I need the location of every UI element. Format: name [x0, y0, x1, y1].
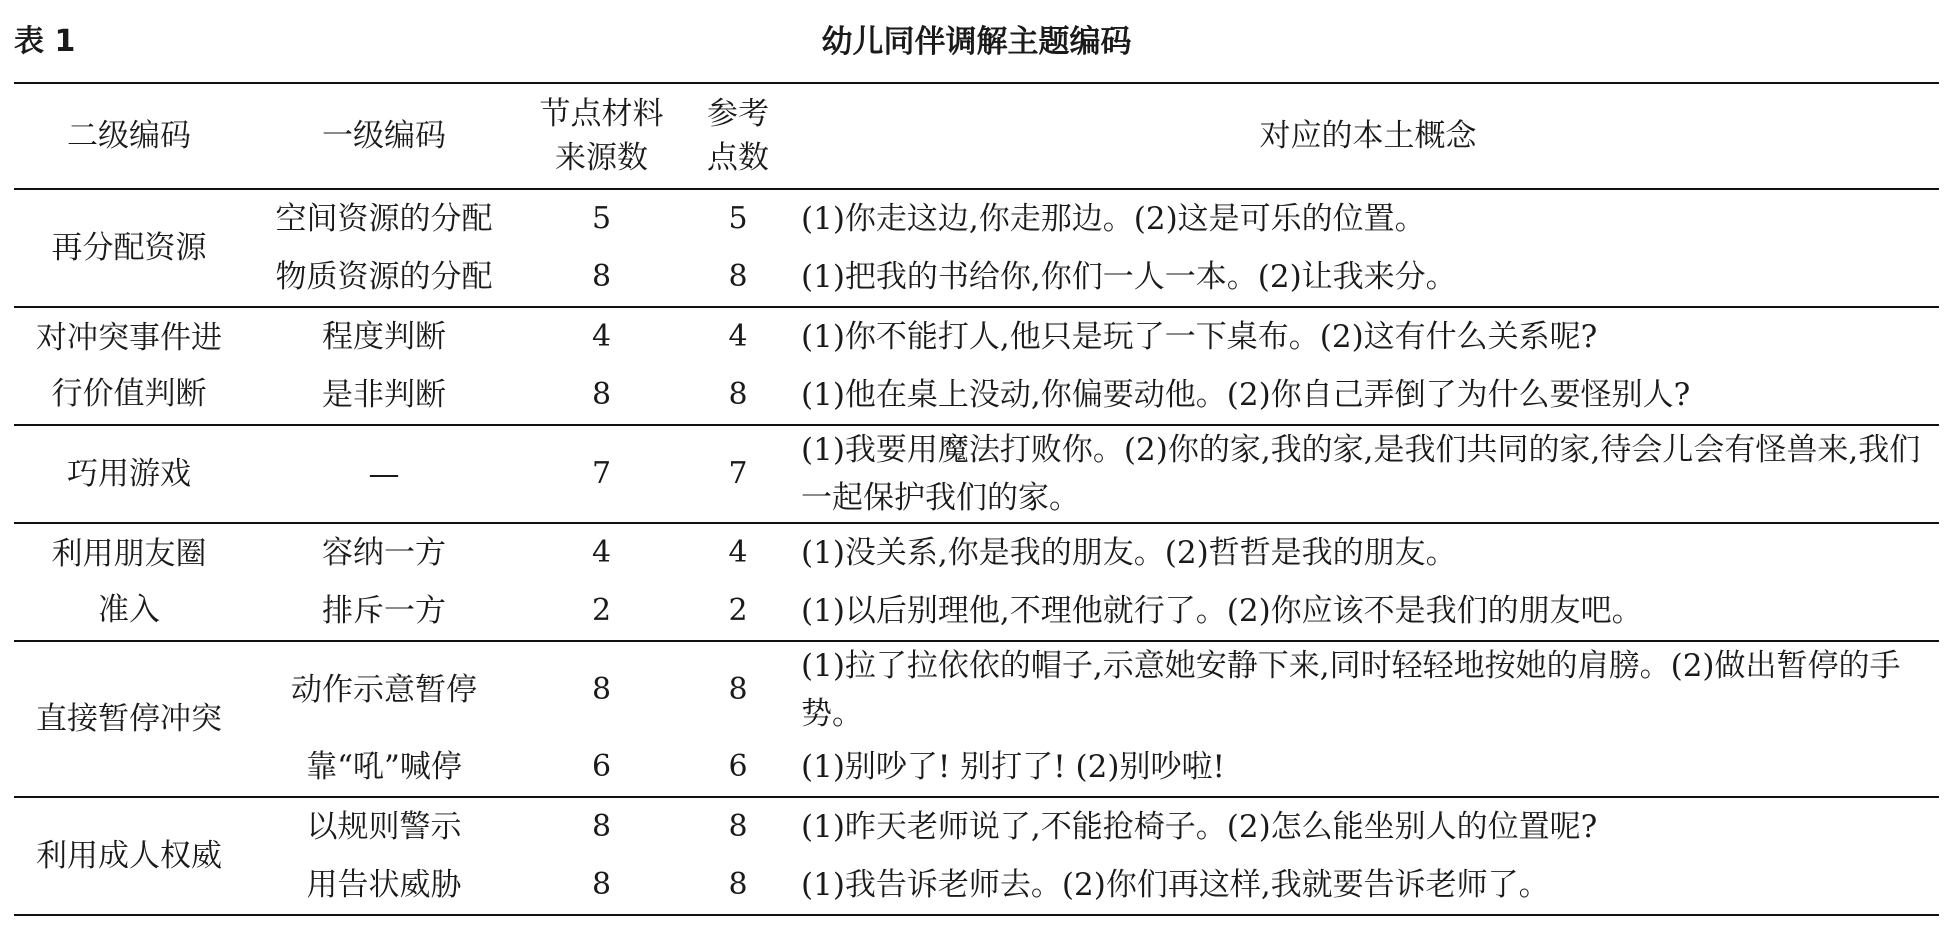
group-redistribute-resources [14, 189, 1939, 307]
concept-cell: (1)拉了拉依依的帽子,示意她安静下来,同时轻轻地按她的肩膀。(2)做出暂停的手势。 [801, 648, 1901, 732]
header-row [14, 83, 1939, 189]
first-level-cell: 是非判断 [322, 377, 446, 413]
table-row [14, 738, 1939, 797]
source-count-cell: 8 [591, 377, 612, 412]
second-level-cell: 直接暂停冲突 [36, 701, 222, 737]
table-row [14, 425, 1939, 523]
header-source-count: 节点材料 来源数 [539, 96, 664, 176]
first-level-cell: 靠“吼”喊停 [306, 749, 462, 785]
table-row [14, 307, 1939, 366]
reference-count-cell: 8 [728, 672, 748, 707]
first-level-cell: 以规则警示 [306, 809, 462, 845]
table-row [14, 641, 1939, 738]
first-level-cell: 空间资源的分配 [275, 201, 493, 237]
source-count-cell: 5 [591, 201, 612, 236]
concept-cell: (1)昨天老师说了,不能抢椅子。(2)怎么能坐别人的位置呢? [801, 809, 1598, 845]
concept-cell: (1)把我的书给你,你们一人一本。(2)让我来分。 [801, 259, 1457, 295]
header-first-level-code: 一级编码 [322, 118, 446, 154]
first-level-cell: 排斥一方 [322, 593, 446, 629]
source-count-cell: 8 [591, 867, 612, 902]
reference-count-cell: 2 [728, 593, 748, 628]
reference-count-cell: 8 [728, 259, 748, 294]
first-level-cell: 程度判断 [322, 319, 446, 355]
source-count-cell: 2 [591, 593, 612, 628]
group-value-judgment [14, 307, 1939, 425]
concept-cell: (1)没关系,你是我的朋友。(2)哲哲是我的朋友。 [801, 535, 1457, 571]
source-count-cell: 7 [591, 456, 612, 491]
concept-cell: (1)你走这边,你走那边。(2)这是可乐的位置。 [801, 201, 1426, 237]
concept-cell: (1)我要用魔法打败你。(2)你的家,我的家,是我们共同的家,待会儿会有怪兽来,我们一起保护我们的家。 [801, 432, 1921, 516]
group-friend-circle [14, 523, 1939, 641]
source-count-cell: 4 [591, 319, 612, 354]
table-title: 幼儿同伴调解主题编码 [821, 24, 1132, 60]
header-second-level-code: 二级编码 [67, 118, 191, 154]
second-level-cell: 巧用游戏 [67, 456, 191, 492]
reference-count-cell: 8 [728, 809, 748, 844]
first-level-cell: 用告状威胁 [306, 867, 462, 903]
source-count-cell: 8 [591, 809, 612, 844]
reference-count-cell: 4 [728, 319, 748, 354]
concept-cell: (1)你不能打人,他只是玩了一下桌布。(2)这有什么关系呢? [801, 319, 1598, 355]
concept-cell: (1)以后别理他,不理他就行了。(2)你应该不是我们的朋友吧。 [801, 593, 1643, 629]
reference-count-cell: 8 [728, 867, 748, 902]
group-adult-authority [14, 797, 1939, 915]
first-level-cell: 物质资源的分配 [275, 259, 493, 295]
table-row [14, 523, 1939, 582]
header-reference-count: 参考 点数 [707, 96, 769, 176]
source-count-cell: 6 [591, 749, 612, 784]
source-count-cell: 4 [591, 535, 612, 570]
first-level-cell: — [368, 456, 400, 492]
second-level-cell: 利用成人权威 [36, 838, 222, 874]
table-caption [0, 0, 1953, 70]
concept-cell: (1)我告诉老师去。(2)你们再这样,我就要告诉老师了。 [801, 867, 1550, 903]
source-count-cell: 8 [591, 259, 612, 294]
concept-cell: (1)别吵了! 别打了! (2)别吵啦! [801, 749, 1225, 785]
second-level-cell: 再分配资源 [51, 230, 207, 266]
second-level-cell: 利用朋友圈 准入 [51, 536, 207, 628]
first-level-cell: 容纳一方 [322, 535, 446, 571]
table-row [14, 366, 1939, 425]
reference-count-cell: 8 [728, 377, 748, 412]
source-count-cell: 8 [591, 672, 612, 707]
group-direct-pause [14, 641, 1939, 797]
reference-count-cell: 5 [728, 201, 748, 236]
reference-count-cell: 6 [728, 749, 748, 784]
table-row [14, 856, 1939, 915]
table-row [14, 797, 1939, 856]
concept-cell: (1)他在桌上没动,你偏要动他。(2)你自己弄倒了为什么要怪别人? [801, 377, 1691, 413]
coding-table [14, 82, 1939, 916]
header-concepts: 对应的本土概念 [1259, 118, 1477, 154]
table-row [14, 248, 1939, 307]
table-row [14, 189, 1939, 248]
reference-count-cell: 7 [728, 456, 748, 491]
group-use-games [14, 425, 1939, 523]
first-level-cell: 动作示意暂停 [291, 672, 477, 708]
table-label: 表 1 [14, 24, 76, 59]
table-header [14, 83, 1939, 189]
second-level-cell: 对冲突事件进 行价值判断 [36, 320, 222, 412]
table-row [14, 582, 1939, 641]
reference-count-cell: 4 [728, 535, 748, 570]
